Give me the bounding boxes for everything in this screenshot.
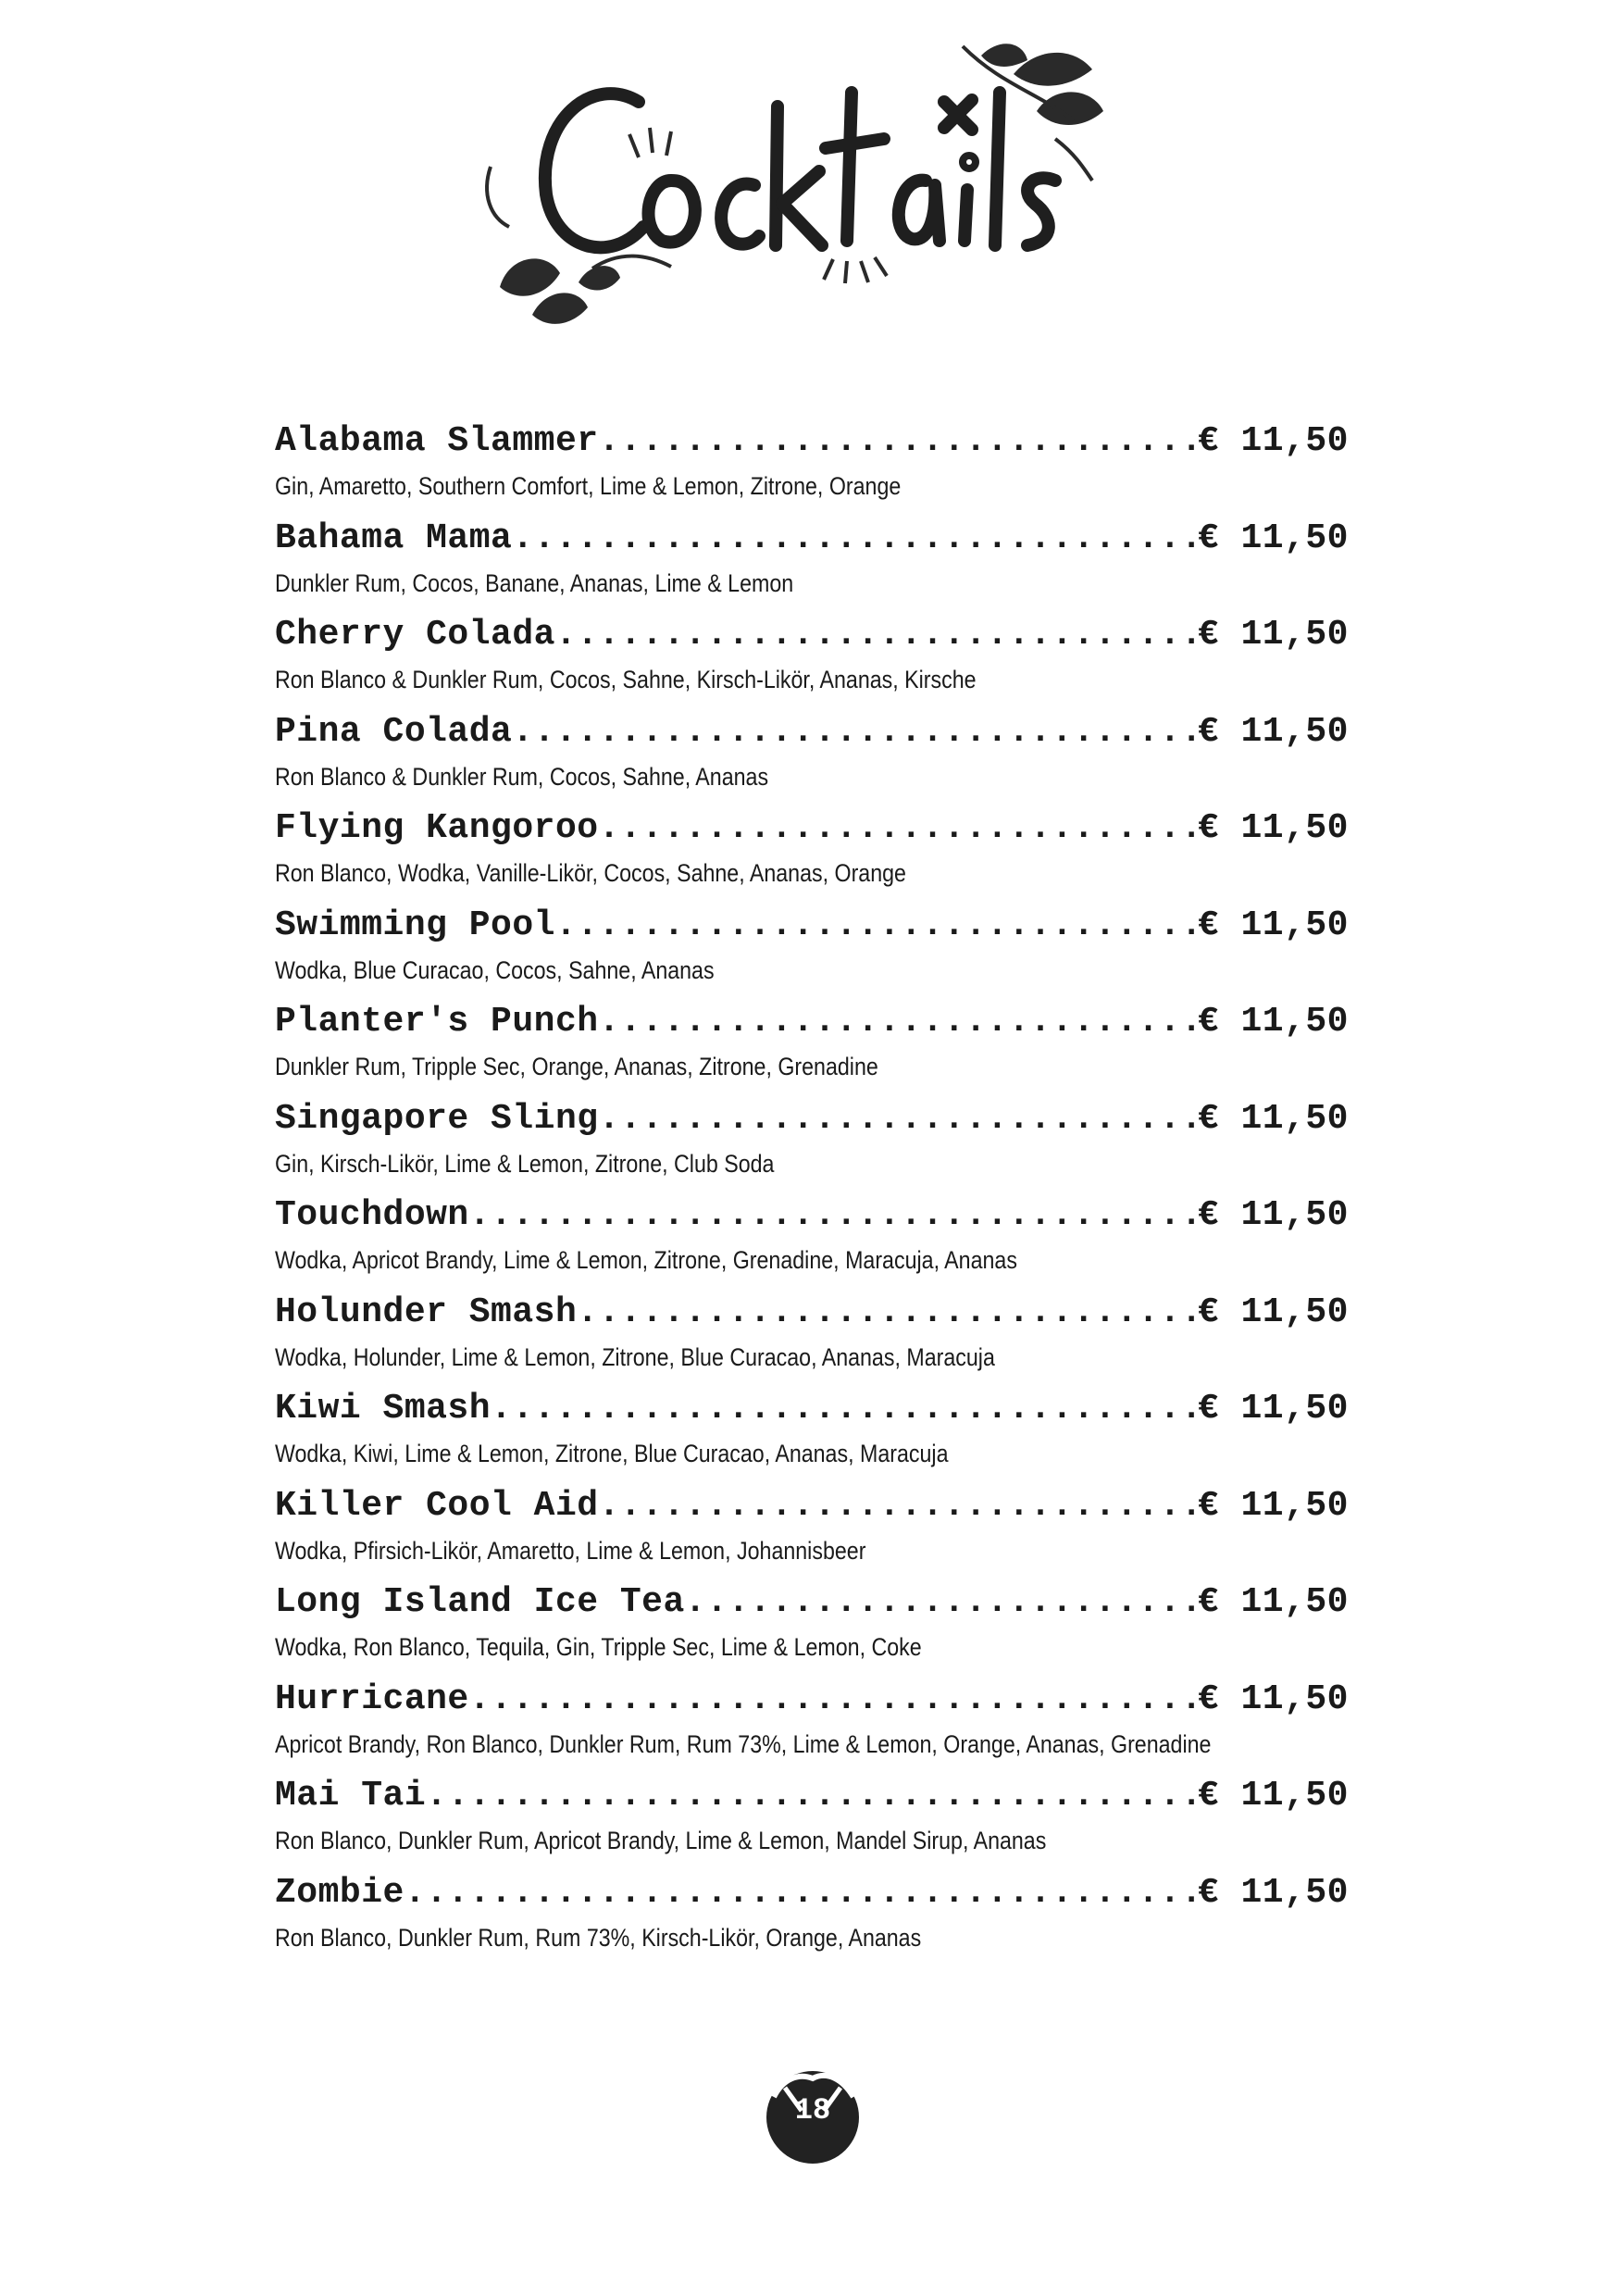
menu-item <box>275 1286 1349 1383</box>
menu-item-header <box>275 899 1349 953</box>
menu-item-price: € 11,50 <box>1197 1678 1349 1719</box>
menu-item-header <box>275 1866 1349 1920</box>
menu-item-header <box>275 1286 1349 1340</box>
menu-item-name: Singapore Sling <box>275 1098 599 1139</box>
dot-leader <box>404 1866 1198 1920</box>
menu-item-price: € 11,50 <box>1197 1292 1349 1332</box>
cocktail-menu-list <box>275 415 1349 1963</box>
menu-item <box>275 415 1349 512</box>
menu-item-name: Zombie <box>275 1872 404 1913</box>
dot-leader <box>512 705 1198 759</box>
menu-item-name: Alabama Slammer <box>275 421 599 461</box>
menu-item-description: Wodka, Ron Blanco, Tequila, Gin, Tripple Sec, Lime & Lemon, Coke <box>275 1633 922 1661</box>
menu-item-description: Wodka, Holunder, Lime & Lemon, Zitrone, Blue Curacao, Ananas, Maracuja <box>275 1342 995 1371</box>
menu-item <box>275 608 1349 705</box>
menu-item-name: Flying Kangoroo <box>275 808 599 848</box>
menu-item-name: Cherry Colada <box>275 615 555 655</box>
leaf-icon <box>500 258 620 323</box>
menu-item-price: € 11,50 <box>1197 1098 1349 1139</box>
menu-item-name: Holunder Smash <box>275 1292 578 1332</box>
menu-item-price: € 11,50 <box>1197 1872 1349 1913</box>
dot-leader <box>555 899 1198 953</box>
menu-item-price: € 11,50 <box>1197 421 1349 461</box>
menu-item <box>275 1382 1349 1479</box>
menu-item-price: € 11,50 <box>1197 1776 1349 1816</box>
dot-leader <box>599 802 1198 855</box>
menu-item-header <box>275 512 1349 566</box>
dot-leader <box>599 1479 1198 1533</box>
menu-item-header <box>275 802 1349 855</box>
menu-item-name: Mai Tai <box>275 1776 427 1816</box>
menu-item-name: Hurricane <box>275 1678 469 1719</box>
page-number-badge <box>757 2060 868 2171</box>
menu-item-price: € 11,50 <box>1197 518 1349 558</box>
dot-leader <box>555 608 1198 662</box>
menu-item-name: Bahama Mama <box>275 518 513 558</box>
dot-leader <box>469 1673 1198 1727</box>
menu-item-description: Ron Blanco, Dunkler Rum, Rum 73%, Kirsch-Likör, Orange, Ananas <box>275 1923 922 1952</box>
dot-leader <box>469 1189 1198 1242</box>
menu-item-header <box>275 995 1349 1049</box>
menu-item-price: € 11,50 <box>1197 808 1349 848</box>
menu-item-description: Ron Blanco & Dunkler Rum, Cocos, Sahne, Kirsch-Likör, Ananas, Kirsche <box>275 666 977 693</box>
menu-item <box>275 1866 1349 1964</box>
menu-item-description: Dunkler Rum, Tripple Sec, Orange, Ananas, Zitrone, Grenadine <box>275 1053 878 1080</box>
menu-item-description: Wodka, Apricot Brandy, Lime & Lemon, Zitrone, Grenadine, Maracuja, Ananas <box>275 1246 1017 1274</box>
menu-item-name: Swimming Pool <box>275 905 555 945</box>
menu-item <box>275 1576 1349 1673</box>
menu-item <box>275 899 1349 996</box>
menu-item-header <box>275 415 1349 468</box>
menu-item-header <box>275 1673 1349 1727</box>
menu-item-description: Wodka, Blue Curacao, Cocos, Sahne, Ananas <box>275 955 715 984</box>
cocktails-title-artwork <box>481 19 1129 333</box>
menu-item-header <box>275 608 1349 662</box>
cocktails-lettering <box>545 93 1055 247</box>
menu-item <box>275 802 1349 899</box>
menu-item-description: Gin, Kirsch-Likör, Lime & Lemon, Zitrone, Club Soda <box>275 1149 775 1178</box>
menu-item-header <box>275 1382 1349 1436</box>
menu-item-description: Ron Blanco & Dunkler Rum, Cocos, Sahne, Ananas <box>275 762 769 791</box>
menu-item-price: € 11,50 <box>1197 615 1349 655</box>
menu-item-description: Ron Blanco, Wodka, Vanille-Likör, Cocos, Sahne, Ananas, Orange <box>275 859 906 887</box>
menu-item <box>275 705 1349 803</box>
menu-item-description: Wodka, Kiwi, Lime & Lemon, Zitrone, Blue Curacao, Ananas, Maracuja <box>275 1440 949 1467</box>
menu-item-name: Planter's Punch <box>275 1002 599 1042</box>
menu-item-header <box>275 1769 1349 1823</box>
dot-leader <box>599 415 1198 468</box>
menu-item-header <box>275 1479 1349 1533</box>
menu-item-description: Dunkler Rum, Cocos, Banane, Ananas, Lime & Lemon <box>275 568 794 597</box>
menu-item-description: Gin, Amaretto, Southern Comfort, Lime & Lemon, Zitrone, Orange <box>275 472 902 500</box>
menu-item <box>275 1479 1349 1577</box>
page-number: 18 <box>794 2093 831 2128</box>
menu-item-price: € 11,50 <box>1197 1002 1349 1042</box>
menu-item <box>275 995 1349 1092</box>
menu-item-name: Long Island Ice Tea <box>275 1582 685 1622</box>
menu-item-description: Ron Blanco, Dunkler Rum, Apricot Brandy, Lime & Lemon, Mandel Sirup, Ananas <box>275 1827 1047 1854</box>
menu-item-name: Kiwi Smash <box>275 1389 492 1429</box>
page-title-logo <box>481 19 1129 333</box>
menu-item-price: € 11,50 <box>1197 1389 1349 1429</box>
dot-leader <box>685 1576 1198 1629</box>
menu-item-name: Touchdown <box>275 1195 469 1235</box>
dot-leader <box>577 1286 1198 1340</box>
menu-item-name: Pina Colada <box>275 711 513 752</box>
menu-item-header <box>275 1576 1349 1629</box>
menu-item-price: € 11,50 <box>1197 905 1349 945</box>
menu-item <box>275 1189 1349 1286</box>
menu-item-header <box>275 1092 1349 1146</box>
menu-item <box>275 1673 1349 1770</box>
menu-item-header <box>275 705 1349 759</box>
dot-leader <box>491 1382 1198 1436</box>
menu-item-price: € 11,50 <box>1197 711 1349 752</box>
menu-item <box>275 1092 1349 1190</box>
menu-item-price: € 11,50 <box>1197 1485 1349 1526</box>
menu-item <box>275 1769 1349 1866</box>
menu-item-description: Wodka, Pfirsich-Likör, Amaretto, Lime & Lemon, Johannisbeer <box>275 1536 866 1565</box>
dot-leader <box>426 1769 1198 1823</box>
menu-item-name: Killer Cool Aid <box>275 1485 599 1526</box>
menu-item-header <box>275 1189 1349 1242</box>
dot-leader <box>512 512 1198 566</box>
dot-leader <box>599 1092 1198 1146</box>
menu-item-description: Apricot Brandy, Ron Blanco, Dunkler Rum, Rum 73%, Lime & Lemon, Orange, Ananas, Grenadine <box>275 1729 1212 1758</box>
menu-item-price: € 11,50 <box>1197 1195 1349 1235</box>
menu-item <box>275 512 1349 609</box>
dot-leader <box>599 995 1198 1049</box>
menu-item-price: € 11,50 <box>1197 1582 1349 1622</box>
